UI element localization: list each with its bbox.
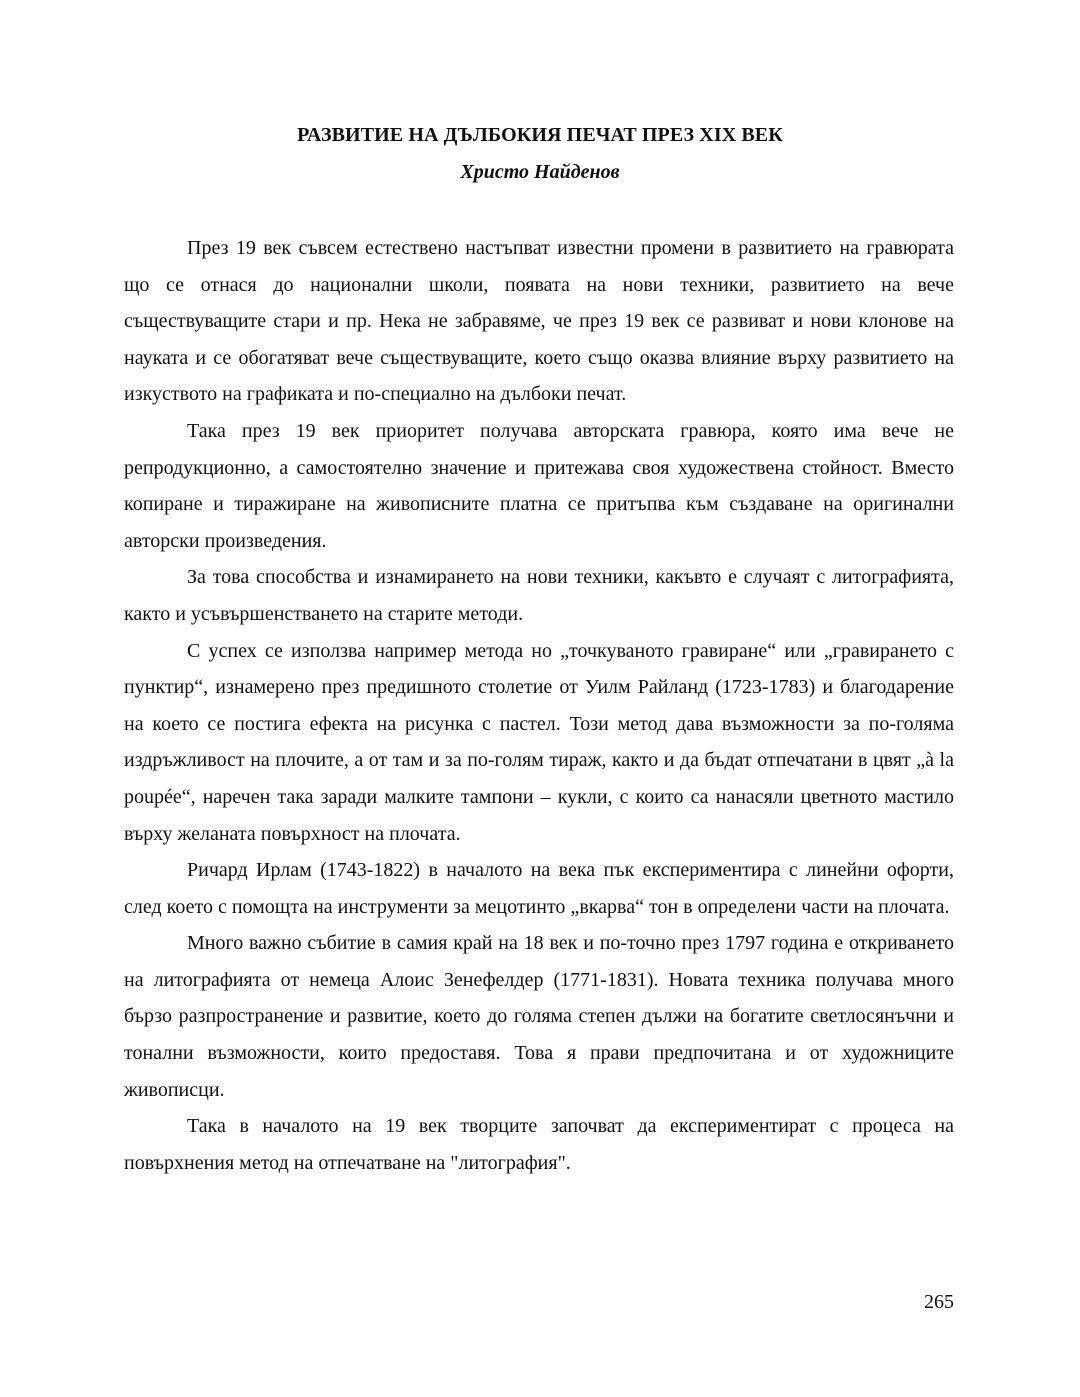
page-number: 265 xyxy=(924,1291,954,1313)
paragraph-2: Така през 19 век приоритет получава авторската гравюра, която има вече не репродукционно, а самостоятелно значение и притежава своя художествена стойност. Вместо копиране и тиражиране на живописните платна се притъпва към създаване на оригинални авторски произведения. xyxy=(124,419,954,552)
paragraph-1: През 19 век съвсем естествено настъпват известни промени в развитието на гравюрата що се отнася до национални школи, появата на нови техники, развитието на вече съществуващите стари и пр. Нека не забравяме, че през 19 век се развиват и нови клонове на науката и се обогатяват вече съществуващите, което също оказва влияние върху развитието на изкуството на графиката и по-специално на дълбоки печат. xyxy=(124,237,954,406)
paragraph-3: За това способства и изнамирането на нови техники, какъвто е случаят с литографията, както и усъвършенстването на старите методи. xyxy=(124,566,954,625)
paragraph-7: Така в началото на 19 век творците започват да експериментират с процеса на повърхнения метод на отпечатване на "литография". xyxy=(124,1115,954,1174)
article-title: РАЗВИТИЕ НА ДЪЛБОКИЯ ПЕЧАТ ПРЕЗ XIX ВЕК xyxy=(297,124,783,146)
article-author: Христо Найденов xyxy=(460,161,620,183)
paragraph-6: Много важно събитие в самия край на 18 век и по-точно през 1797 година е откриването на литографията от немеца Алоис Зенефелдер (1771-1831). Новата техника получава много бързо разпространение и развитие, което до голяма степен дължи на богатите светлосянъчни и тонални възможности, които предоставя. Това я прави предпочитана и от художниците живописци. xyxy=(124,932,954,1101)
paragraph-4: С успех се използва например метода но „точкуваното гравиране“ или „гравирането с пунктир“, изнамерено през предишното столетие от Уилм Райланд (1723-1783) и благодарение на което се постига ефекта на рисунка с пастел. Този метод дава възможности за по-голяма издръжливост на плочите, а от там и за по-голям тираж, както и да бъдат отпечатани в цвят „à la poupée“, наречен така заради малките тампони – кукли, с които са нанасяли цветното мастило върху желаната повърхност на плочата. xyxy=(124,639,954,845)
article-body xyxy=(124,230,954,1181)
paragraph-5: Ричард Ирлам (1743-1822) в началото на века пък експериментира с линейни офорти, след което с помощта на инструменти за мецотинто „вкарва“ тон в определени части на плочата. xyxy=(124,859,954,918)
